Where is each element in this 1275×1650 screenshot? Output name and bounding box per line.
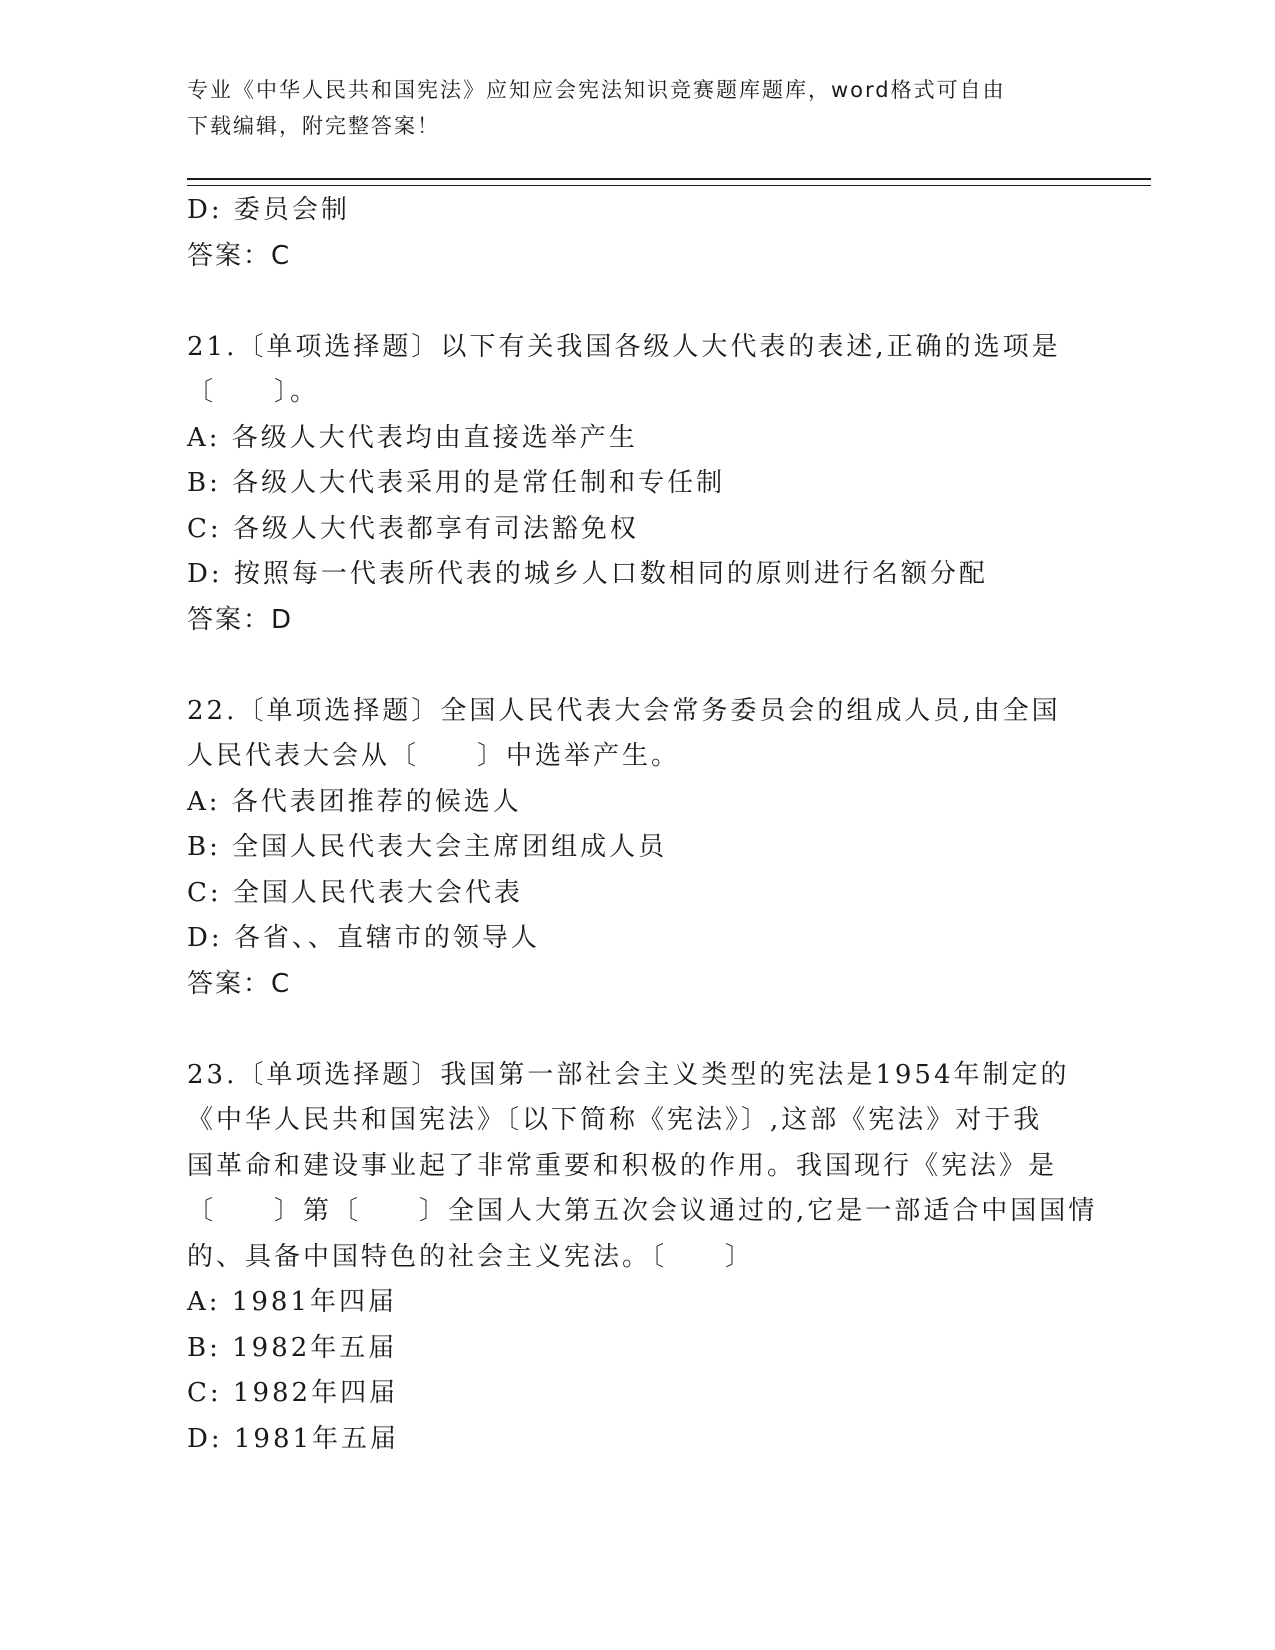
option-c: C: 1982年四届 bbox=[187, 1378, 399, 1408]
question-stem-line: 〔 〕第〔 〕全国人大第五次会议通过的,它是一部适合中国国情 bbox=[187, 1196, 1098, 1226]
option-b: B: 各级人大代表采用的是常任制和专任制 bbox=[187, 468, 726, 498]
option-c: C: 全国人民代表大会代表 bbox=[187, 877, 523, 908]
question-stem-line: 22.〔单项选择题〕全国人民代表大会常务委员会的组成人员,由全国 bbox=[187, 695, 1061, 726]
question-stem-line: 《中华人民共和国宪法》〔以下简称《宪法》〕,这部《宪法》对于我 bbox=[187, 1105, 1043, 1135]
question-stem-line: 23.〔单项选择题〕我国第一部社会主义类型的宪法是1954年制定的 bbox=[187, 1059, 1070, 1090]
option-a: A: 1981年四届 bbox=[187, 1287, 397, 1317]
option-a: A: 各级人大代表均由直接选举产生 bbox=[187, 422, 638, 453]
header-line-2: 下载编辑，附完整答案！ bbox=[187, 114, 440, 138]
answer: 答案：C bbox=[187, 968, 292, 999]
option-d: D: 按照每一代表所代表的城乡人口数相同的原则进行名额分配 bbox=[187, 559, 988, 589]
document-header bbox=[187, 72, 1087, 144]
option-a: A: 各代表团推荐的候选人 bbox=[187, 786, 522, 817]
question-list bbox=[187, 188, 1098, 1462]
option-c: C: 各级人大代表都享有司法豁免权 bbox=[187, 513, 639, 544]
option-b: B: 1982年五届 bbox=[187, 1332, 398, 1363]
header-line-1: 专业《中华人民共和国宪法》应知应会宪法知识竞赛题库题库，word格式可自由 bbox=[187, 78, 1006, 102]
question-stem-line: 〔 〕。 bbox=[187, 377, 320, 407]
question-21 bbox=[187, 325, 1087, 644]
question-22 bbox=[187, 689, 1087, 1008]
question-stem-line: 21.〔单项选择题〕以下有关我国各级人大代表的表述,正确的选项是 bbox=[187, 331, 1061, 362]
option-d: D: 各省、、直辖市的领导人 bbox=[187, 923, 540, 953]
option-b: B: 全国人民代表大会主席团组成人员 bbox=[187, 832, 668, 862]
answer: 答案：D bbox=[187, 604, 294, 635]
header-divider bbox=[187, 178, 1151, 186]
prev-answer: 答案：C bbox=[187, 240, 292, 271]
prev-option-d: D: 委员会制 bbox=[187, 195, 350, 225]
option-d: D: 1981年五届 bbox=[187, 1423, 400, 1454]
question-stem-line: 国革命和建设事业起了非常重要和积极的作用。我国现行《宪法》是 bbox=[187, 1150, 1058, 1181]
question-23 bbox=[187, 1053, 1098, 1463]
question-stem-line: 人民代表大会从〔 〕中选举产生。 bbox=[187, 741, 681, 771]
question-stem-line: 的、具备中国特色的社会主义宪法。〔 〕 bbox=[187, 1241, 755, 1272]
